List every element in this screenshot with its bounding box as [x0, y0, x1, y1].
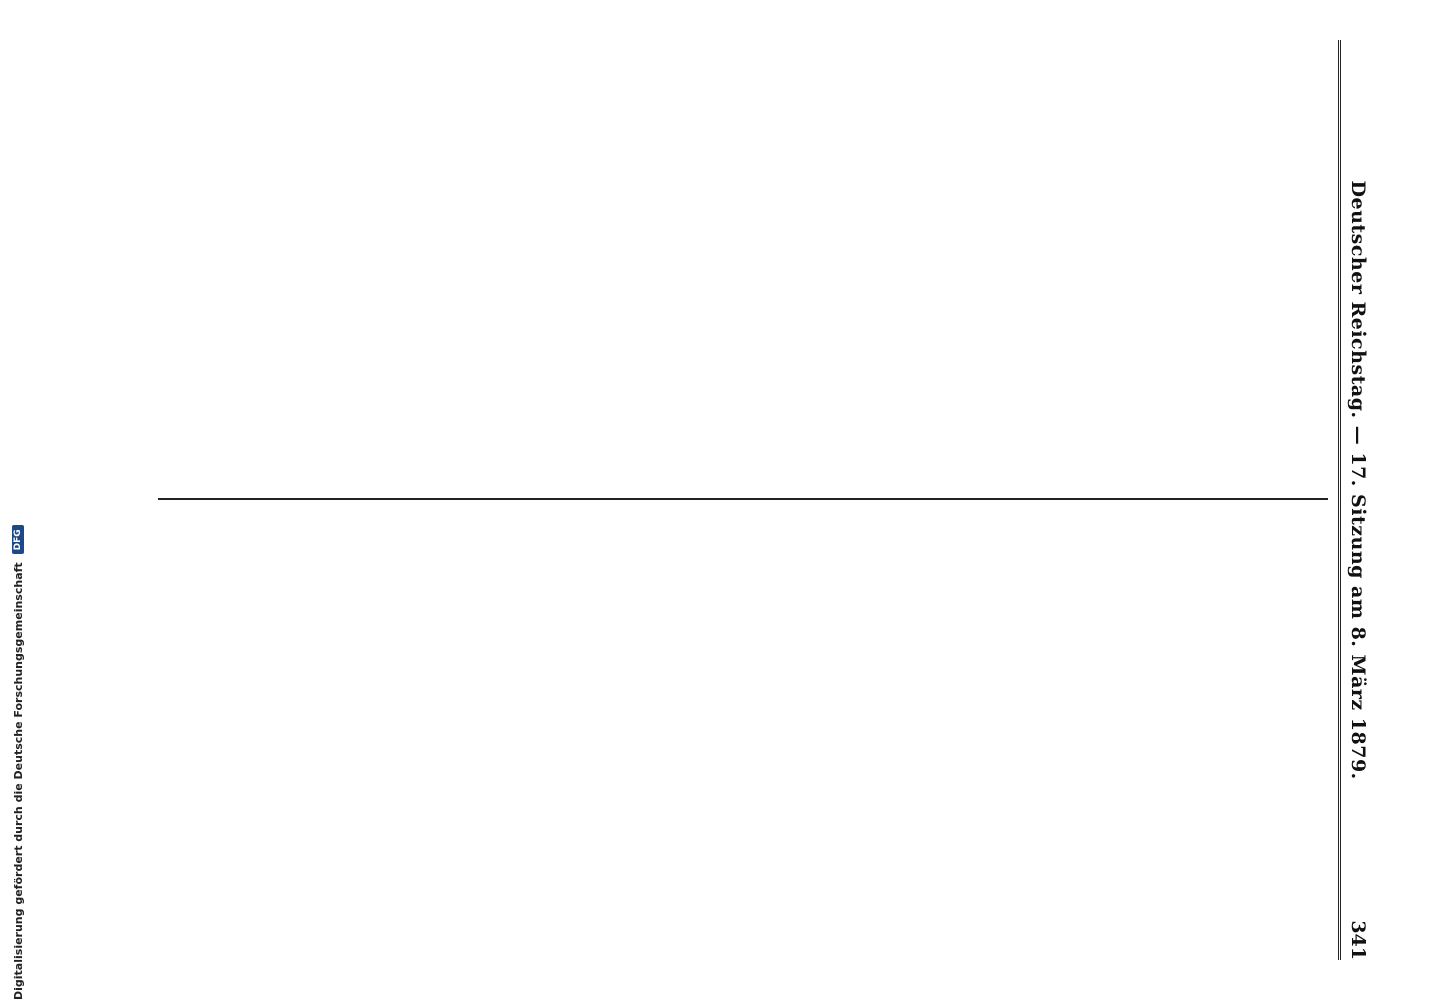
running-head: Deutscher Reichstag. — 17. Sitzung am 8. März 1879.	[1347, 180, 1369, 780]
dfg-logo: DFG	[12, 525, 24, 554]
left-column-text-placeholder	[164, 46, 1322, 489]
page-header	[1338, 40, 1372, 960]
left-column	[158, 40, 1328, 495]
column-divider	[158, 498, 1328, 500]
document-page	[110, 0, 1390, 1000]
footer-credit: Digitalisierung gefördert durch die Deutsche Forschungsgemeinschaft	[11, 562, 25, 1000]
digitization-footer	[8, 0, 28, 1000]
page-number: 341	[1347, 920, 1369, 960]
right-column-text-placeholder	[164, 511, 1322, 954]
right-column	[158, 505, 1328, 960]
